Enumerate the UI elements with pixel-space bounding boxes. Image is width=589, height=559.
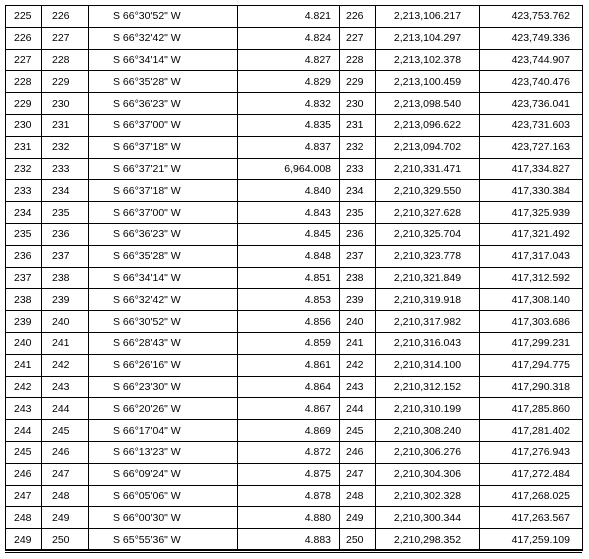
distance-cell: 4.821 (238, 6, 340, 28)
table-row (6, 441, 583, 463)
distance-cell: 4.869 (238, 420, 340, 442)
table-row (6, 245, 583, 267)
point-number-cell: 235 (340, 202, 376, 224)
to-station-cell: 232 (42, 136, 89, 158)
easting-cell: 417,330.384 (480, 180, 583, 202)
from-station-cell: 243 (6, 398, 42, 420)
to-station-cell: 227 (42, 27, 89, 49)
bearing-cell: S 66°36'23" W (89, 223, 238, 245)
from-station-cell: 225 (6, 6, 42, 28)
to-station-cell: 239 (42, 289, 89, 311)
bearing-cell: S 66°37'00" W (89, 202, 238, 224)
to-station-cell: 241 (42, 332, 89, 354)
northing-cell: 2,210,306.276 (376, 441, 480, 463)
point-number-cell: 240 (340, 311, 376, 333)
easting-cell: 417,321.492 (480, 223, 583, 245)
bearing-cell: S 66°28'43" W (89, 332, 238, 354)
point-number-cell: 241 (340, 332, 376, 354)
bearing-cell: S 66°09'24" W (89, 463, 238, 485)
bearing-cell: S 66°17'04" W (89, 420, 238, 442)
easting-cell: 417,312.592 (480, 267, 583, 289)
bearing-cell: S 66°13'23" W (89, 441, 238, 463)
from-station-cell: 237 (6, 267, 42, 289)
to-station-cell: 240 (42, 311, 89, 333)
point-number-cell: 243 (340, 376, 376, 398)
bearing-cell: S 66°36'23" W (89, 93, 238, 115)
from-station-cell: 247 (6, 485, 42, 507)
from-station-cell: 239 (6, 311, 42, 333)
northing-cell: 2,210,298.352 (376, 529, 480, 551)
northing-cell: 2,210,314.100 (376, 354, 480, 376)
easting-cell: 417,317.043 (480, 245, 583, 267)
easting-cell: 417,259.109 (480, 529, 583, 551)
survey-coordinates-table (5, 5, 583, 551)
from-station-cell: 228 (6, 71, 42, 93)
table-row (6, 223, 583, 245)
northing-cell: 2,213,096.622 (376, 114, 480, 136)
from-station-cell: 230 (6, 114, 42, 136)
easting-cell: 423,736.041 (480, 93, 583, 115)
point-number-cell: 227 (340, 27, 376, 49)
northing-cell: 2,213,098.540 (376, 93, 480, 115)
easting-cell: 417,325.939 (480, 202, 583, 224)
northing-cell: 2,210,300.344 (376, 507, 480, 529)
distance-cell: 4.856 (238, 311, 340, 333)
distance-cell: 4.853 (238, 289, 340, 311)
from-station-cell: 236 (6, 245, 42, 267)
bearing-cell: S 66°00'30" W (89, 507, 238, 529)
table-row (6, 180, 583, 202)
point-number-cell: 250 (340, 529, 376, 551)
bearing-cell: S 66°37'18" W (89, 180, 238, 202)
bearing-cell: S 65°55'36" W (89, 529, 238, 551)
from-station-cell: 245 (6, 441, 42, 463)
to-station-cell: 243 (42, 376, 89, 398)
point-number-cell: 228 (340, 49, 376, 71)
point-number-cell: 246 (340, 441, 376, 463)
from-station-cell: 229 (6, 93, 42, 115)
distance-cell: 4.883 (238, 529, 340, 551)
distance-cell: 4.848 (238, 245, 340, 267)
northing-cell: 2,210,321.849 (376, 267, 480, 289)
table-row (6, 114, 583, 136)
bearing-cell: S 66°35'28" W (89, 71, 238, 93)
from-station-cell: 249 (6, 529, 42, 551)
from-station-cell: 238 (6, 289, 42, 311)
northing-cell: 2,210,308.240 (376, 420, 480, 442)
bearing-cell: S 66°30'52" W (89, 311, 238, 333)
easting-cell: 417,334.827 (480, 158, 583, 180)
northing-cell: 2,210,325.704 (376, 223, 480, 245)
distance-cell: 4.878 (238, 485, 340, 507)
distance-cell: 4.864 (238, 376, 340, 398)
point-number-cell: 232 (340, 136, 376, 158)
distance-cell: 4.829 (238, 71, 340, 93)
distance-cell: 4.824 (238, 27, 340, 49)
distance-cell: 4.861 (238, 354, 340, 376)
bearing-cell: S 66°26'16" W (89, 354, 238, 376)
to-station-cell: 230 (42, 93, 89, 115)
point-number-cell: 244 (340, 398, 376, 420)
to-station-cell: 237 (42, 245, 89, 267)
distance-cell: 4.867 (238, 398, 340, 420)
point-number-cell: 247 (340, 463, 376, 485)
northing-cell: 2,210,317.982 (376, 311, 480, 333)
point-number-cell: 238 (340, 267, 376, 289)
to-station-cell: 238 (42, 267, 89, 289)
point-number-cell: 234 (340, 180, 376, 202)
distance-cell: 4.840 (238, 180, 340, 202)
point-number-cell: 242 (340, 354, 376, 376)
distance-cell: 4.835 (238, 114, 340, 136)
bearing-cell: S 66°37'21" W (89, 158, 238, 180)
bearing-cell: S 66°32'42" W (89, 27, 238, 49)
distance-cell: 4.845 (238, 223, 340, 245)
from-station-cell: 233 (6, 180, 42, 202)
easting-cell: 417,303.686 (480, 311, 583, 333)
bearing-cell: S 66°20'26" W (89, 398, 238, 420)
to-station-cell: 250 (42, 529, 89, 551)
easting-cell: 417,272.484 (480, 463, 583, 485)
point-number-cell: 230 (340, 93, 376, 115)
northing-cell: 2,210,331.471 (376, 158, 480, 180)
point-number-cell: 248 (340, 485, 376, 507)
northing-cell: 2,213,104.297 (376, 27, 480, 49)
easting-cell: 417,308.140 (480, 289, 583, 311)
distance-cell: 4.832 (238, 93, 340, 115)
bearing-cell: S 66°32'42" W (89, 289, 238, 311)
table-row (6, 202, 583, 224)
distance-cell: 4.827 (238, 49, 340, 71)
northing-cell: 2,210,329.550 (376, 180, 480, 202)
northing-cell: 2,210,316.043 (376, 332, 480, 354)
table-row (6, 420, 583, 442)
easting-cell: 423,744.907 (480, 49, 583, 71)
distance-cell: 4.880 (238, 507, 340, 529)
distance-cell: 4.875 (238, 463, 340, 485)
distance-cell: 4.843 (238, 202, 340, 224)
bearing-cell: S 66°34'14" W (89, 267, 238, 289)
table-row (6, 289, 583, 311)
to-station-cell: 234 (42, 180, 89, 202)
northing-cell: 2,210,312.152 (376, 376, 480, 398)
table-row (6, 485, 583, 507)
to-station-cell: 231 (42, 114, 89, 136)
from-station-cell: 244 (6, 420, 42, 442)
table-row (6, 6, 583, 28)
table-row (6, 93, 583, 115)
bearing-cell: S 66°23'30" W (89, 376, 238, 398)
to-station-cell: 235 (42, 202, 89, 224)
table-row (6, 27, 583, 49)
to-station-cell: 242 (42, 354, 89, 376)
from-station-cell: 240 (6, 332, 42, 354)
distance-cell: 4.859 (238, 332, 340, 354)
distance-cell: 6,964.008 (238, 158, 340, 180)
northing-cell: 2,213,106.217 (376, 6, 480, 28)
from-station-cell: 248 (6, 507, 42, 529)
bearing-cell: S 66°37'18" W (89, 136, 238, 158)
point-number-cell: 237 (340, 245, 376, 267)
northing-cell: 2,210,310.199 (376, 398, 480, 420)
easting-cell: 417,268.025 (480, 485, 583, 507)
easting-cell: 417,299.231 (480, 332, 583, 354)
to-station-cell: 246 (42, 441, 89, 463)
from-station-cell: 234 (6, 202, 42, 224)
table-bottom-border (5, 549, 582, 553)
table-body (6, 6, 583, 551)
point-number-cell: 236 (340, 223, 376, 245)
to-station-cell: 229 (42, 71, 89, 93)
to-station-cell: 245 (42, 420, 89, 442)
from-station-cell: 235 (6, 223, 42, 245)
to-station-cell: 236 (42, 223, 89, 245)
from-station-cell: 231 (6, 136, 42, 158)
bearing-cell: S 66°05'06" W (89, 485, 238, 507)
table-row (6, 354, 583, 376)
table-row (6, 311, 583, 333)
easting-cell: 417,294.775 (480, 354, 583, 376)
distance-cell: 4.851 (238, 267, 340, 289)
northing-cell: 2,210,323.778 (376, 245, 480, 267)
northing-cell: 2,210,327.628 (376, 202, 480, 224)
from-station-cell: 246 (6, 463, 42, 485)
easting-cell: 423,753.762 (480, 6, 583, 28)
bearing-cell: S 66°34'14" W (89, 49, 238, 71)
easting-cell: 423,749.336 (480, 27, 583, 49)
table-row (6, 71, 583, 93)
from-station-cell: 232 (6, 158, 42, 180)
point-number-cell: 226 (340, 6, 376, 28)
table-row (6, 507, 583, 529)
from-station-cell: 242 (6, 376, 42, 398)
to-station-cell: 247 (42, 463, 89, 485)
to-station-cell: 233 (42, 158, 89, 180)
point-number-cell: 245 (340, 420, 376, 442)
table-row (6, 463, 583, 485)
table-row (6, 332, 583, 354)
from-station-cell: 241 (6, 354, 42, 376)
to-station-cell: 228 (42, 49, 89, 71)
northing-cell: 2,210,319.918 (376, 289, 480, 311)
from-station-cell: 226 (6, 27, 42, 49)
easting-cell: 423,731.603 (480, 114, 583, 136)
bearing-cell: S 66°37'00" W (89, 114, 238, 136)
table-row (6, 267, 583, 289)
northing-cell: 2,210,304.306 (376, 463, 480, 485)
point-number-cell: 233 (340, 158, 376, 180)
table-row (6, 376, 583, 398)
point-number-cell: 249 (340, 507, 376, 529)
bearing-cell: S 66°35'28" W (89, 245, 238, 267)
northing-cell: 2,213,094.702 (376, 136, 480, 158)
easting-cell: 417,285.860 (480, 398, 583, 420)
easting-cell: 417,276.943 (480, 441, 583, 463)
easting-cell: 423,727.163 (480, 136, 583, 158)
point-number-cell: 231 (340, 114, 376, 136)
to-station-cell: 244 (42, 398, 89, 420)
table-row (6, 398, 583, 420)
to-station-cell: 226 (42, 6, 89, 28)
easting-cell: 417,263.567 (480, 507, 583, 529)
bearing-cell: S 66°30'52" W (89, 6, 238, 28)
northing-cell: 2,213,102.378 (376, 49, 480, 71)
table-row (6, 529, 583, 551)
easting-cell: 423,740.476 (480, 71, 583, 93)
point-number-cell: 239 (340, 289, 376, 311)
to-station-cell: 249 (42, 507, 89, 529)
northing-cell: 2,213,100.459 (376, 71, 480, 93)
distance-cell: 4.872 (238, 441, 340, 463)
point-number-cell: 229 (340, 71, 376, 93)
table-row (6, 49, 583, 71)
easting-cell: 417,290.318 (480, 376, 583, 398)
easting-cell: 417,281.402 (480, 420, 583, 442)
table-row (6, 158, 583, 180)
northing-cell: 2,210,302.328 (376, 485, 480, 507)
distance-cell: 4.837 (238, 136, 340, 158)
from-station-cell: 227 (6, 49, 42, 71)
table-row (6, 136, 583, 158)
to-station-cell: 248 (42, 485, 89, 507)
